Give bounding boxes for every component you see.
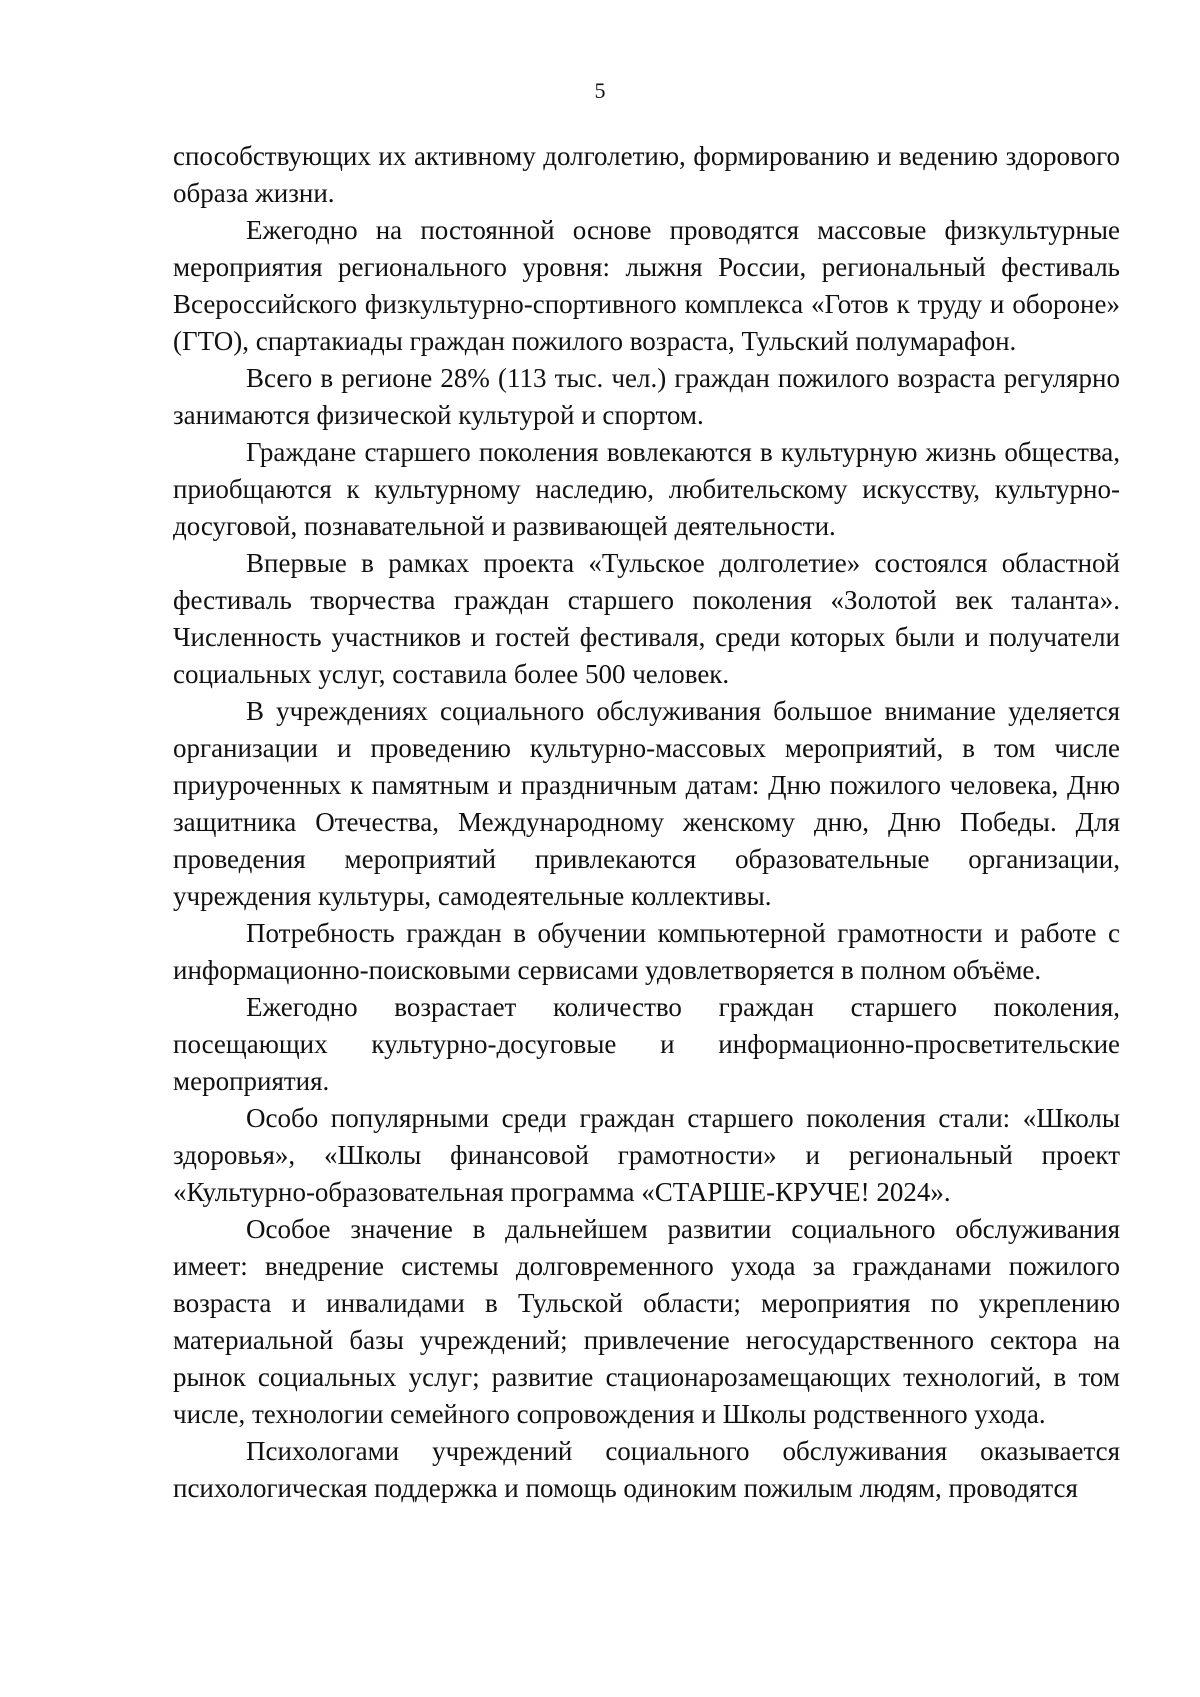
paragraph-1: способствующих их активному долголетию, формированию и ведению здорового образа жизни. <box>173 141 1120 208</box>
paragraph-5: Впервые в рамках проекта «Тульское долголетие» состоялся областной фестиваль творчества граждан старшего поколения «Золотой век таланта». Численность участников и гостей фестиваля, среди которых были и получатели социальных услуг, составила более 500 человек. <box>173 548 1120 689</box>
paragraph-10: Особое значение в дальнейшем развитии социального обслуживания имеет: внедрение системы долговременного ухода за гражданами пожилого возраста и инвалидами в Тульской области; мероприятия по укреплению материальной базы учреждений; привлечение негосударственного сектора на рынок социальных услуг; развитие стационарозамещающих технологий, в том числе, технологии семейного сопровождения и Школы родственного ухода. <box>173 1214 1120 1429</box>
paragraph-4: Граждане старшего поколения вовлекаются в культурную жизнь общества, приобщаются к культурному наследию, любительскому искусству, культурно-досуговой, познавательной и развивающей деятельности. <box>173 437 1120 541</box>
paragraph-11: Психологами учреждений социального обслуживания оказывается психологическая поддержка и помощь одиноким пожилым людям, проводятся <box>173 1436 1120 1503</box>
page-number: 5 <box>594 78 606 103</box>
paragraph-8: Ежегодно возрастает количество граждан старшего поколения, посещающих культурно-досуговые и информационно-просветительские мероприятия. <box>173 992 1120 1096</box>
paragraph-7: Потребность граждан в обучении компьютерной грамотности и работе с информационно-поисковыми сервисами удовлетворяется в полном объёме. <box>173 918 1120 985</box>
paragraph-9: Особо популярными среди граждан старшего поколения стали: «Школы здоровья», «Школы финансовой грамотности» и региональный проект «Культурно-образовательная программа «СТАРШЕ-КРУЧЕ! 2024». <box>173 1103 1120 1207</box>
paragraph-6: В учреждениях социального обслуживания большое внимание уделяется организации и проведению культурно-массовых мероприятий, в том числе приуроченных к памятным и праздничным датам: Дню пожилого человека, Дню защитника Отечества, Международному женскому дню, Дню Победы. Для проведения мероприятий привлекаются образовательные организации, учреждения культуры, самодеятельные коллективы. <box>173 696 1120 911</box>
document-body <box>173 138 1120 1507</box>
paragraph-2: Ежегодно на постоянной основе проводятся массовые физкультурные мероприятия регионального уровня: лыжня России, региональный фестиваль Всероссийского физкультурно-спортивного комплекса «Готов к труду и обороне» (ГТО), спартакиады граждан пожилого возраста, Тульский полумарафон. <box>173 215 1120 356</box>
paragraph-3: Всего в регионе 28% (113 тыс. чел.) граждан пожилого возраста регулярно занимаются физической культурой и спортом. <box>173 363 1120 430</box>
